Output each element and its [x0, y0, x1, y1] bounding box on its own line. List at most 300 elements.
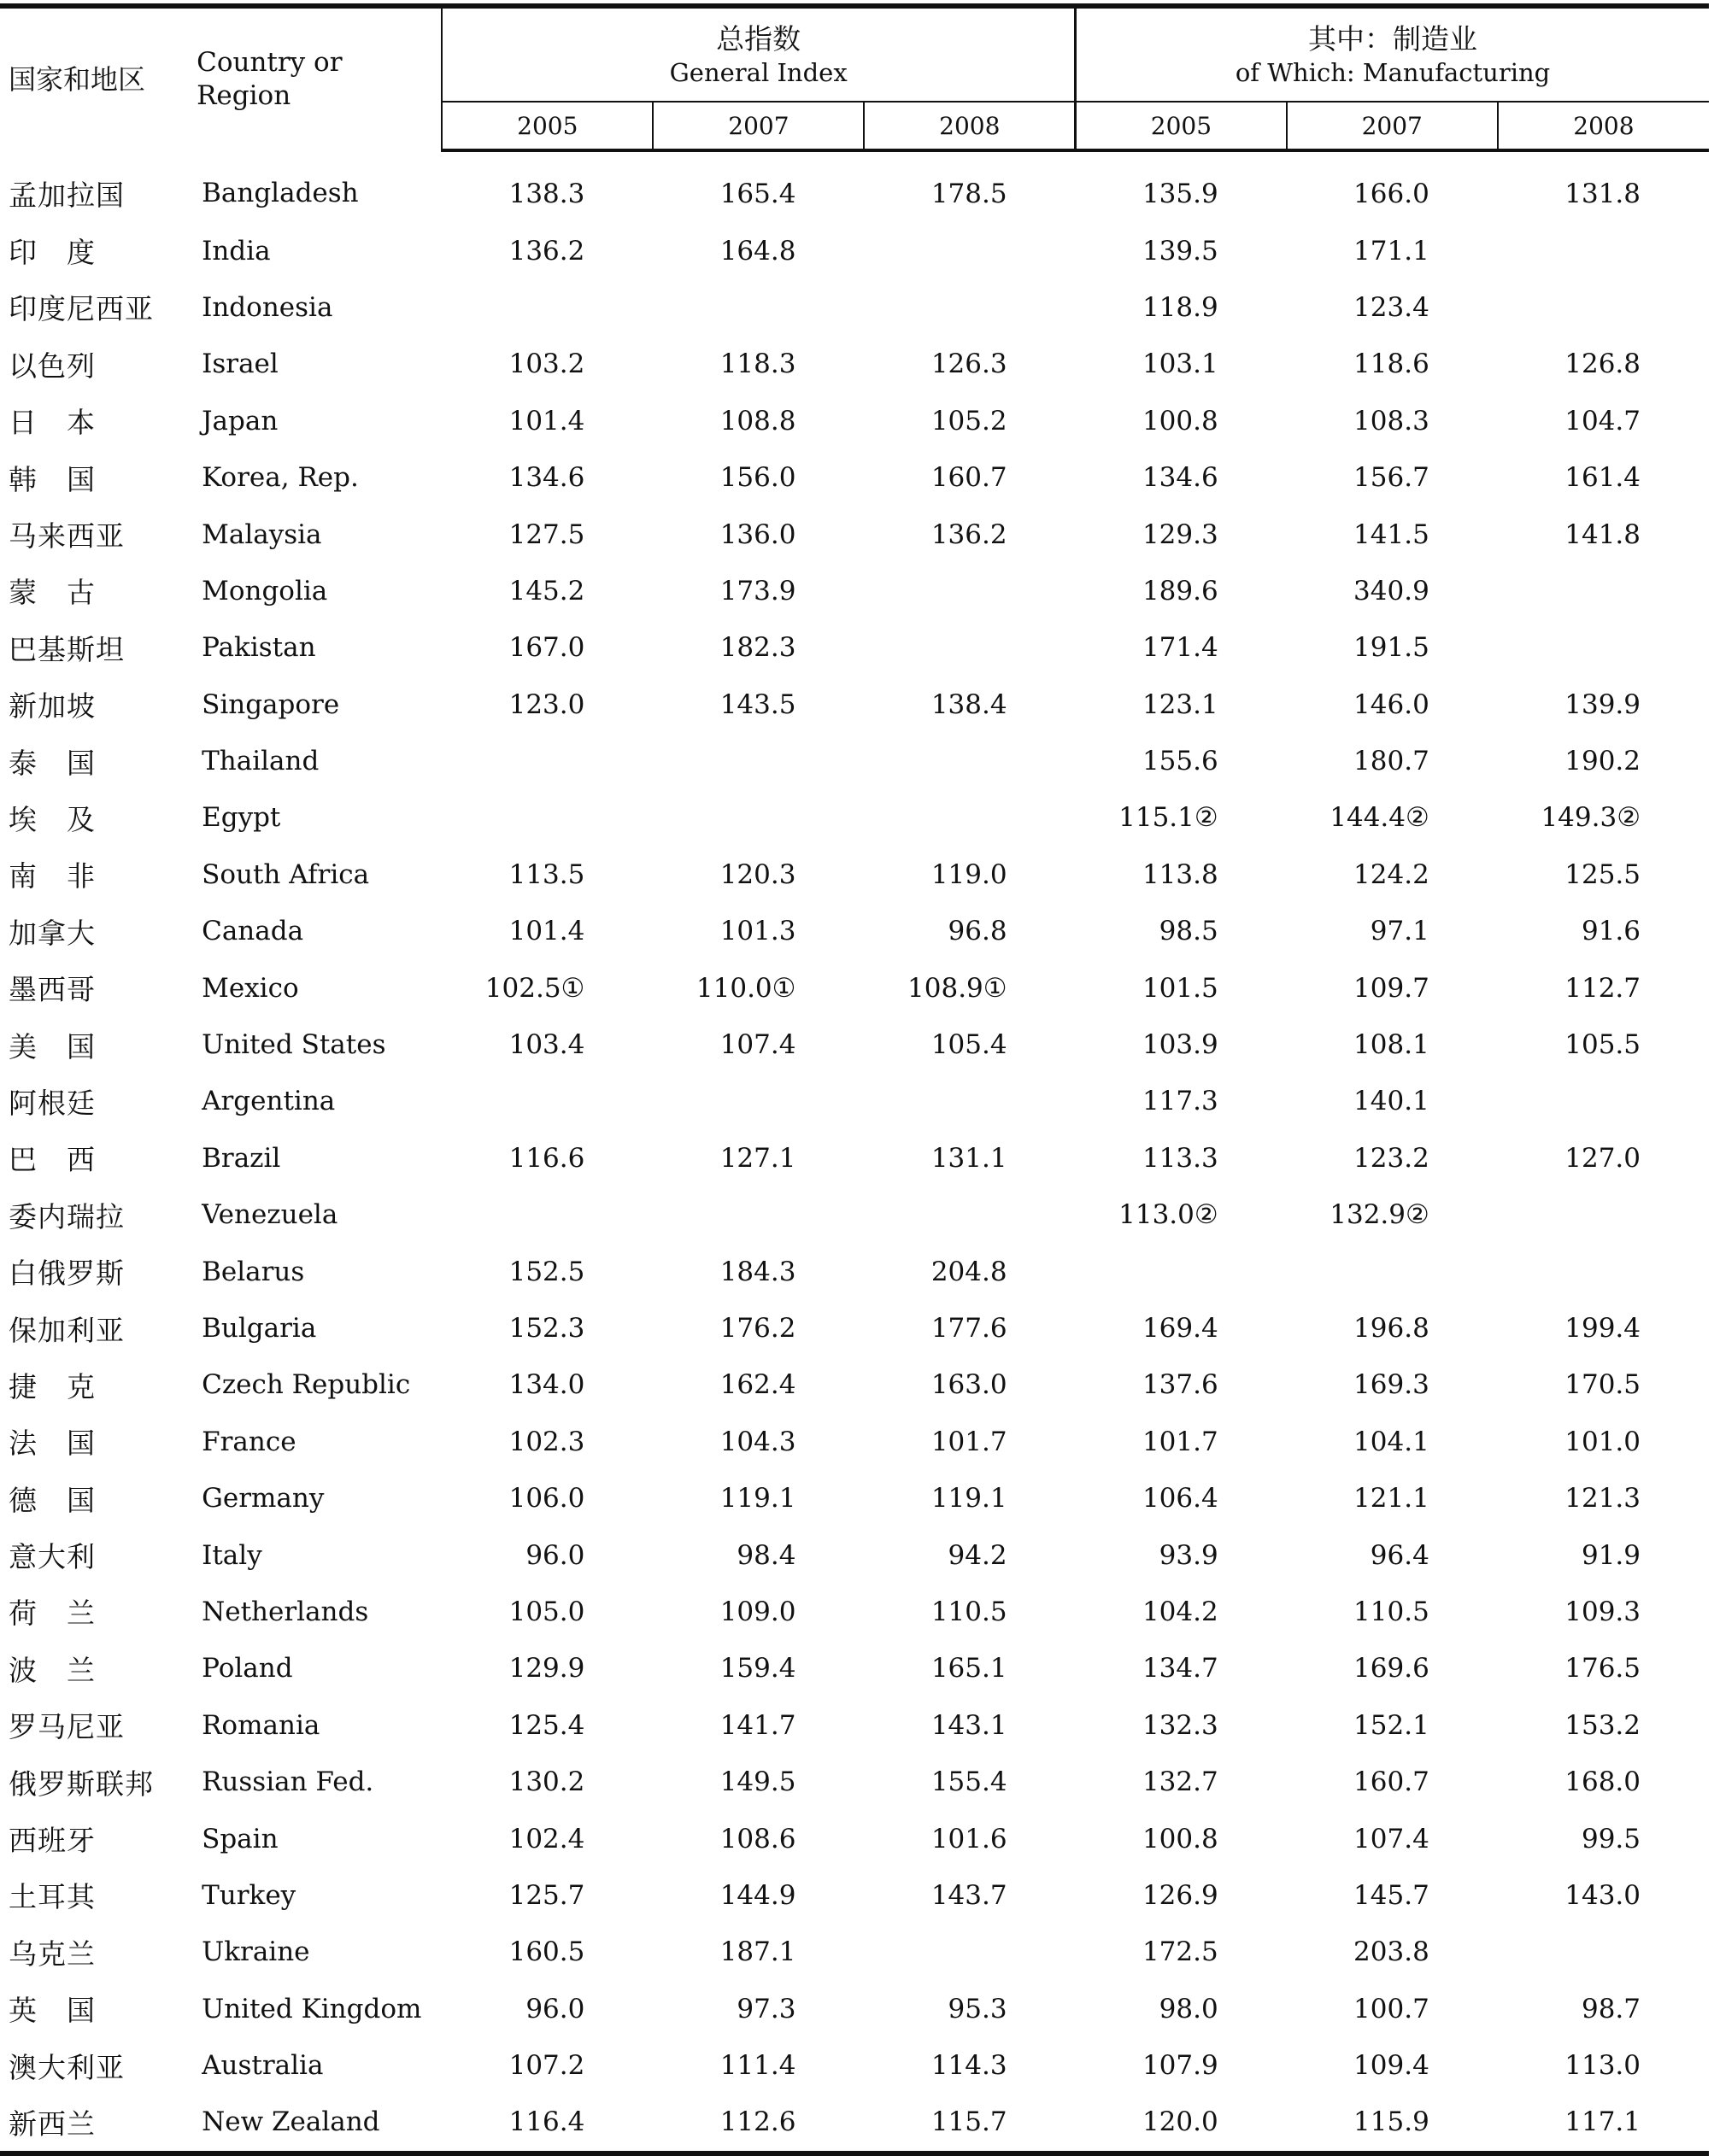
- general-2007-cell: 108.8: [719, 405, 796, 436]
- general-2007-cell: 184.3: [719, 1256, 796, 1287]
- mfg-2005-cell: 107.9: [1142, 2050, 1218, 2082]
- general-2005-cell: 101.4: [508, 916, 585, 947]
- country-name-cn: 巴 西: [9, 1143, 96, 1177]
- general-2005-cell: 103.4: [508, 1029, 585, 1061]
- general-2008-cell: 138.4: [930, 688, 1007, 720]
- mfg-2007-cell: 191.5: [1353, 632, 1429, 664]
- table-row: [0, 1754, 1709, 1810]
- general-index-en: General Index: [669, 57, 848, 87]
- table-row: [0, 150, 1709, 222]
- mfg-2007-cell: 115.9: [1353, 2106, 1429, 2138]
- country-name-cn: 澳大利亚: [9, 2050, 125, 2084]
- year-header: 2008: [864, 102, 1075, 150]
- general-2007-cell: 165.4: [719, 179, 796, 210]
- country-name-en: South Africa: [202, 858, 370, 890]
- country-name-cn: 法 国: [9, 1427, 96, 1461]
- year-header: 2007: [1287, 102, 1498, 150]
- mfg-2008-cell: 91.9: [1581, 1539, 1641, 1571]
- general-2005-cell: 145.2: [508, 575, 585, 606]
- mfg-2008-cell: [1498, 619, 1709, 676]
- mfg-2005-cell: 118.9: [1142, 291, 1218, 323]
- mfg-2007-cell: 118.6: [1353, 349, 1429, 380]
- country-name-en: Japan: [202, 405, 279, 436]
- mfg-2007-cell: 121.1: [1353, 1483, 1429, 1514]
- mfg-2005-cell: 169.4: [1142, 1313, 1218, 1344]
- country-name-en: Romania: [202, 1709, 320, 1741]
- general-2008-cell: 177.6: [930, 1313, 1007, 1344]
- year-header: 2007: [653, 102, 864, 150]
- mfg-2008-cell: 127.0: [1564, 1142, 1641, 1174]
- mfg-2007-cell: 124.2: [1353, 858, 1429, 890]
- country-name-en: Australia: [202, 2050, 324, 2082]
- mfg-2005-cell: 137.6: [1142, 1369, 1218, 1401]
- country-name-en: Canada: [202, 916, 304, 947]
- table-row: [0, 847, 1709, 903]
- general-2007-cell: 149.5: [719, 1766, 796, 1798]
- country-name-en: Korea, Rep.: [202, 462, 359, 494]
- mfg-2007-cell: 100.7: [1353, 1993, 1429, 2024]
- country-name-en: Belarus: [202, 1256, 305, 1287]
- country-name-en: Pakistan: [202, 632, 316, 664]
- mfg-2008-cell: 109.3: [1564, 1596, 1641, 1627]
- general-2005-cell: 103.2: [508, 349, 585, 380]
- mfg-2008-cell: 190.2: [1564, 746, 1641, 777]
- mfg-2007-cell: 169.3: [1353, 1369, 1429, 1401]
- mfg-2007-cell: 110.5: [1353, 1596, 1429, 1627]
- general-2008-cell: 105.4: [930, 1029, 1007, 1061]
- mfg-2008-cell: [1498, 1186, 1709, 1243]
- mfg-2008-cell: 141.8: [1564, 518, 1641, 550]
- mfg-2007-cell: 196.8: [1353, 1313, 1429, 1344]
- general-2008-cell: 136.2: [930, 518, 1007, 550]
- table-row: [0, 677, 1709, 733]
- mfg-2008-cell: [1498, 1924, 1709, 1980]
- mfg-2008-cell: [1498, 1073, 1709, 1129]
- table-row: [0, 222, 1709, 278]
- mfg-2008-cell: 126.8: [1564, 349, 1641, 380]
- mfg-2005-cell: 98.5: [1159, 916, 1218, 947]
- country-name-cn: 荷 兰: [9, 1596, 96, 1631]
- table-body: [0, 150, 1709, 2153]
- general-2007-cell: 118.3: [719, 349, 796, 380]
- table-row: [0, 1867, 1709, 1924]
- general-2005-cell: 127.5: [508, 518, 585, 550]
- mfg-2008-cell: 104.7: [1564, 405, 1641, 436]
- year-header: 2008: [1498, 102, 1709, 150]
- general-2007-cell: 112.6: [719, 2106, 796, 2138]
- mfg-2005-cell: 100.8: [1142, 405, 1218, 436]
- mfg-2007-cell: 145.7: [1353, 1879, 1429, 1911]
- mfg-2008-cell: 161.4: [1564, 462, 1641, 494]
- general-2008-cell: [864, 1073, 1075, 1129]
- table-row: [0, 789, 1709, 846]
- country-name-cn: 韩 国: [9, 462, 96, 496]
- mfg-2007-cell: 340.9: [1353, 575, 1429, 606]
- general-index-cn: 总指数: [716, 22, 801, 56]
- mfg-2007-cell: 152.1: [1353, 1709, 1429, 1741]
- general-2007-cell: 187.1: [719, 1936, 796, 1968]
- country-name-en: Bangladesh: [202, 178, 359, 209]
- general-2005-cell: [442, 733, 653, 789]
- general-2005-cell: [442, 789, 653, 846]
- mfg-2007-cell: 123.2: [1353, 1142, 1429, 1174]
- general-2007-cell: 98.4: [737, 1539, 796, 1571]
- statistics-table: [0, 3, 1709, 2156]
- country-name-en: New Zealand: [202, 2106, 380, 2138]
- general-2008-cell: 95.3: [948, 1993, 1007, 2024]
- mfg-2005-cell: [1076, 1243, 1287, 1299]
- table-row: [0, 279, 1709, 336]
- general-2007-cell: 156.0: [719, 462, 796, 494]
- mfg-2007-cell: 180.7: [1353, 746, 1429, 777]
- country-name-cn: 巴基斯坦: [9, 632, 125, 666]
- general-2007-cell: 110.0①: [696, 972, 796, 1004]
- country-en-header: Country or Region: [197, 47, 343, 111]
- mfg-2007-cell: 140.1: [1353, 1086, 1429, 1117]
- mfg-2005-cell: 155.6: [1142, 746, 1218, 777]
- general-2008-cell: 114.3: [930, 2050, 1007, 2082]
- table-row: [0, 1186, 1709, 1243]
- general-2005-cell: 113.5: [508, 858, 585, 890]
- country-name-cn: 波 兰: [9, 1653, 96, 1687]
- country-name-en: Brazil: [202, 1142, 281, 1174]
- mfg-2008-cell: 131.8: [1564, 179, 1641, 210]
- mfg-2008-cell: 99.5: [1581, 1823, 1641, 1854]
- mfg-2005-cell: 134.6: [1142, 462, 1218, 494]
- general-2008-cell: 110.5: [930, 1596, 1007, 1627]
- general-2005-cell: 123.0: [508, 688, 585, 720]
- mfg-2005-cell: 117.3: [1142, 1086, 1218, 1117]
- general-2005-cell: 134.0: [508, 1369, 585, 1401]
- country-name-en: Israel: [202, 349, 279, 380]
- mfg-2005-cell: 172.5: [1142, 1936, 1218, 1968]
- general-2005-cell: 160.5: [508, 1936, 585, 1968]
- general-2008-cell: [864, 1924, 1075, 1980]
- general-2007-cell: 144.9: [719, 1879, 796, 1911]
- country-name-cn: 乌克兰: [9, 1936, 96, 1971]
- general-index-header: [442, 6, 1075, 102]
- mfg-2007-cell: 166.0: [1353, 179, 1429, 210]
- country-name-cn: 南 非: [9, 859, 96, 893]
- general-2008-cell: 178.5: [930, 179, 1007, 210]
- general-2008-cell: 165.1: [930, 1653, 1007, 1684]
- general-2007-cell: 119.1: [719, 1483, 796, 1514]
- country-name-en: United Kingdom: [202, 1993, 422, 2024]
- mfg-2007-cell: 203.8: [1353, 1936, 1429, 1968]
- mfg-2007-cell: 104.1: [1353, 1426, 1429, 1457]
- mfg-2005-cell: 135.9: [1142, 179, 1218, 210]
- general-2008-cell: 94.2: [948, 1539, 1007, 1571]
- table-row: [0, 2094, 1709, 2153]
- mfg-2005-cell: 106.4: [1142, 1483, 1218, 1514]
- table-row: [0, 619, 1709, 676]
- country-name-en: Malaysia: [202, 518, 322, 550]
- general-2007-cell: [653, 789, 864, 846]
- general-2007-cell: 101.3: [719, 916, 796, 947]
- general-2005-cell: 96.0: [525, 1539, 585, 1571]
- mfg-2005-cell: 103.1: [1142, 349, 1218, 380]
- general-2005-cell: 102.3: [508, 1426, 585, 1457]
- mfg-2007-cell: 109.7: [1353, 972, 1429, 1004]
- mfg-2007-cell: 144.4②: [1330, 802, 1429, 834]
- mfg-2005-cell: 134.7: [1142, 1653, 1218, 1684]
- general-2007-cell: [653, 1186, 864, 1243]
- general-2005-cell: 105.0: [508, 1596, 585, 1627]
- table-row: [0, 1981, 1709, 2037]
- general-2005-cell: 152.5: [508, 1256, 585, 1287]
- table-row: [0, 733, 1709, 789]
- mfg-2007-cell: 156.7: [1353, 462, 1429, 494]
- mfg-2008-cell: 113.0: [1564, 2050, 1641, 2082]
- general-2007-cell: 120.3: [719, 858, 796, 890]
- table-row: [0, 393, 1709, 449]
- table-header: [0, 6, 1709, 150]
- mfg-2005-cell: 93.9: [1159, 1539, 1218, 1571]
- country-name-cn: 马来西亚: [9, 519, 125, 554]
- country-name-en: Turkey: [202, 1879, 296, 1911]
- table-row: [0, 903, 1709, 959]
- mfg-2007-cell: 108.1: [1353, 1029, 1429, 1061]
- country-name-cn: 西班牙: [9, 1824, 96, 1858]
- general-2005-cell: 167.0: [508, 632, 585, 664]
- manufacturing-en: of Which: Manufacturing: [1235, 57, 1551, 87]
- country-name-en: Poland: [202, 1653, 293, 1684]
- general-2008-cell: 131.1: [930, 1142, 1007, 1174]
- general-2007-cell: 111.4: [719, 2050, 796, 2082]
- mfg-2008-cell: 143.0: [1564, 1879, 1641, 1911]
- general-2005-cell: 134.6: [508, 462, 585, 494]
- general-2005-cell: 106.0: [508, 1483, 585, 1514]
- general-2008-cell: [864, 789, 1075, 846]
- country-name-cn: 新西兰: [9, 2106, 96, 2141]
- mfg-2008-cell: 121.3: [1564, 1483, 1641, 1514]
- mfg-2008-cell: 170.5: [1564, 1369, 1641, 1401]
- general-2008-cell: 155.4: [930, 1766, 1007, 1798]
- country-name-cn: 保加利亚: [9, 1313, 125, 1347]
- mfg-2008-cell: 149.3②: [1541, 802, 1641, 834]
- general-2008-cell: 143.7: [930, 1879, 1007, 1911]
- country-name-en: Mongolia: [202, 575, 328, 606]
- mfg-2008-cell: 112.7: [1564, 972, 1641, 1004]
- mfg-2005-cell: 171.4: [1142, 632, 1218, 664]
- general-2005-cell: [442, 1186, 653, 1243]
- general-2005-cell: 138.3: [508, 179, 585, 210]
- year-header: 2005: [442, 102, 653, 150]
- general-2007-cell: 97.3: [737, 1993, 796, 2024]
- mfg-2005-cell: 120.0: [1142, 2106, 1218, 2138]
- general-2008-cell: [864, 733, 1075, 789]
- country-name-cn: 墨西哥: [9, 973, 96, 1007]
- mfg-2005-cell: 98.0: [1159, 1993, 1218, 2024]
- general-2008-cell: [864, 619, 1075, 676]
- table-row: [0, 506, 1709, 562]
- general-2005-cell: 125.7: [508, 1879, 585, 1911]
- mfg-2008-cell: 101.0: [1564, 1426, 1641, 1457]
- general-2008-cell: 160.7: [930, 462, 1007, 494]
- mfg-2005-cell: 101.5: [1142, 972, 1218, 1004]
- mfg-2008-cell: 176.5: [1564, 1653, 1641, 1684]
- general-2005-cell: 107.2: [508, 2050, 585, 2082]
- mfg-2005-cell: 103.9: [1142, 1029, 1218, 1061]
- general-2005-cell: 102.4: [508, 1823, 585, 1854]
- general-2005-cell: 130.2: [508, 1766, 585, 1798]
- country-name-cn: 德 国: [9, 1483, 96, 1517]
- general-2005-cell: [442, 1073, 653, 1129]
- table-row: [0, 1130, 1709, 1186]
- country-name-cn: 印度尼西亚: [9, 292, 154, 326]
- mfg-2005-cell: 129.3: [1142, 518, 1218, 550]
- mfg-2005-cell: 123.1: [1142, 688, 1218, 720]
- country-name-en: United States: [202, 1029, 386, 1061]
- table-row: [0, 1697, 1709, 1754]
- mfg-2007-cell: 123.4: [1353, 291, 1429, 323]
- mfg-2007-cell: 132.9②: [1330, 1199, 1429, 1231]
- table-row: [0, 1810, 1709, 1866]
- mfg-2008-cell: 117.1: [1564, 2106, 1641, 2138]
- mfg-2007-cell: 169.6: [1353, 1653, 1429, 1684]
- general-2008-cell: 119.1: [930, 1483, 1007, 1514]
- country-name-en: Thailand: [202, 746, 320, 777]
- table-row: [0, 1470, 1709, 1526]
- country-name-cn: 以色列: [9, 349, 96, 383]
- general-2008-cell: 108.9①: [907, 972, 1007, 1004]
- country-name-cn: 白俄罗斯: [9, 1257, 125, 1291]
- table-row: [0, 563, 1709, 619]
- country-name-cn: 日 本: [9, 406, 96, 440]
- country-cn-header: 国家和地区: [9, 63, 146, 96]
- table-row: [0, 1243, 1709, 1299]
- general-2007-cell: 176.2: [719, 1313, 796, 1344]
- mfg-2007-cell: 171.1: [1353, 235, 1429, 267]
- mfg-2005-cell: 132.3: [1142, 1709, 1218, 1741]
- general-2008-cell: 163.0: [930, 1369, 1007, 1401]
- general-2005-cell: 116.6: [508, 1142, 585, 1174]
- mfg-2005-cell: 113.3: [1142, 1142, 1218, 1174]
- table-row: [0, 1584, 1709, 1640]
- general-2005-cell: 116.4: [508, 2106, 585, 2138]
- mfg-2005-cell: 132.7: [1142, 1766, 1218, 1798]
- general-2007-cell: 162.4: [719, 1369, 796, 1401]
- manufacturing-header: [1076, 6, 1709, 102]
- table-row: [0, 1640, 1709, 1696]
- country-name-cn: 罗马尼亚: [9, 1710, 125, 1744]
- mfg-2007-cell: 160.7: [1353, 1766, 1429, 1798]
- country-name-cn: 美 国: [9, 1029, 96, 1063]
- mfg-2007-cell: 96.4: [1370, 1539, 1429, 1571]
- country-name-en: Ukraine: [202, 1936, 310, 1968]
- general-2008-cell: [864, 222, 1075, 278]
- general-2005-cell: 129.9: [508, 1653, 585, 1684]
- country-name-en: France: [202, 1426, 296, 1457]
- country-name-en: Russian Fed.: [202, 1766, 374, 1798]
- general-2008-cell: [864, 563, 1075, 619]
- country-name-cn: 孟加拉国: [9, 178, 125, 212]
- mfg-2007-cell: 109.4: [1353, 2050, 1429, 2082]
- mfg-2008-cell: 139.9: [1564, 688, 1641, 720]
- general-2008-cell: 105.2: [930, 405, 1007, 436]
- country-name-cn: 捷 克: [9, 1369, 96, 1403]
- country-name-en: India: [202, 235, 271, 267]
- header-row-groups: [0, 6, 1709, 102]
- general-2005-cell: 96.0: [525, 1993, 585, 2024]
- country-name-cn: 阿根廷: [9, 1086, 96, 1120]
- year-header: 2005: [1076, 102, 1287, 150]
- general-2007-cell: [653, 1073, 864, 1129]
- mfg-2008-cell: 168.0: [1564, 1766, 1641, 1798]
- general-2008-cell: 101.7: [930, 1426, 1007, 1457]
- country-name-cn: 意大利: [9, 1540, 96, 1574]
- country-name-en: Czech Republic: [202, 1369, 411, 1401]
- country-name-en: Italy: [202, 1539, 262, 1571]
- general-2007-cell: 104.3: [719, 1426, 796, 1457]
- country-name-en: Spain: [202, 1823, 279, 1854]
- country-name-en: Bulgaria: [202, 1313, 317, 1344]
- general-2008-cell: 115.7: [930, 2106, 1007, 2138]
- table-row: [0, 449, 1709, 506]
- general-2007-cell: 127.1: [719, 1142, 796, 1174]
- general-2007-cell: 141.7: [719, 1709, 796, 1741]
- general-2008-cell: [864, 279, 1075, 336]
- country-name-en: Netherlands: [202, 1596, 369, 1627]
- general-2007-cell: 108.6: [719, 1823, 796, 1854]
- mfg-2008-cell: 153.2: [1564, 1709, 1641, 1741]
- mfg-2008-cell: 98.7: [1581, 1993, 1641, 2024]
- general-2007-cell: 173.9: [719, 575, 796, 606]
- mfg-2008-cell: [1498, 563, 1709, 619]
- table-row: [0, 1924, 1709, 1980]
- table-row: [0, 1356, 1709, 1413]
- general-2005-cell: 101.4: [508, 405, 585, 436]
- mfg-2007-cell: 108.3: [1353, 405, 1429, 436]
- mfg-2008-cell: 105.5: [1564, 1029, 1641, 1061]
- general-2008-cell: 101.6: [930, 1823, 1007, 1854]
- mfg-2005-cell: 115.1②: [1118, 802, 1218, 834]
- general-2007-cell: [653, 279, 864, 336]
- table-row: [0, 2037, 1709, 2094]
- mfg-2005-cell: 104.2: [1142, 1596, 1218, 1627]
- general-2005-cell: 125.4: [508, 1709, 585, 1741]
- country-name-cn: 英 国: [9, 1994, 96, 2028]
- general-2007-cell: [653, 733, 864, 789]
- country-name-en: Indonesia: [202, 291, 333, 323]
- general-2008-cell: [864, 1186, 1075, 1243]
- country-name-en: Argentina: [202, 1086, 336, 1117]
- mfg-2005-cell: 100.8: [1142, 1823, 1218, 1854]
- general-2005-cell: 102.5①: [484, 972, 585, 1004]
- general-2008-cell: 204.8: [930, 1256, 1007, 1287]
- country-name-cn: 埃 及: [9, 802, 96, 836]
- mfg-2005-cell: 126.9: [1142, 1879, 1218, 1911]
- country-name-cn: 蒙 古: [9, 576, 96, 610]
- country-name-en: Egypt: [202, 802, 281, 834]
- table-row: [0, 1414, 1709, 1470]
- country-name-cn: 印 度: [9, 236, 96, 270]
- general-2008-cell: 126.3: [930, 349, 1007, 380]
- general-2008-cell: 119.0: [930, 858, 1007, 890]
- country-name-cn: 俄罗斯联邦: [9, 1766, 154, 1801]
- mfg-2008-cell: [1498, 222, 1709, 278]
- general-2007-cell: 143.5: [719, 688, 796, 720]
- mfg-2008-cell: 199.4: [1564, 1313, 1641, 1344]
- mfg-2005-cell: 101.7: [1142, 1426, 1218, 1457]
- table-row: [0, 1526, 1709, 1583]
- mfg-2008-cell: 91.6: [1581, 916, 1641, 947]
- table-row: [0, 1016, 1709, 1073]
- mfg-2007-cell: 97.1: [1370, 916, 1429, 947]
- mfg-2005-cell: 139.5: [1142, 235, 1218, 267]
- country-name-en: Singapore: [202, 688, 340, 720]
- general-2007-cell: 107.4: [719, 1029, 796, 1061]
